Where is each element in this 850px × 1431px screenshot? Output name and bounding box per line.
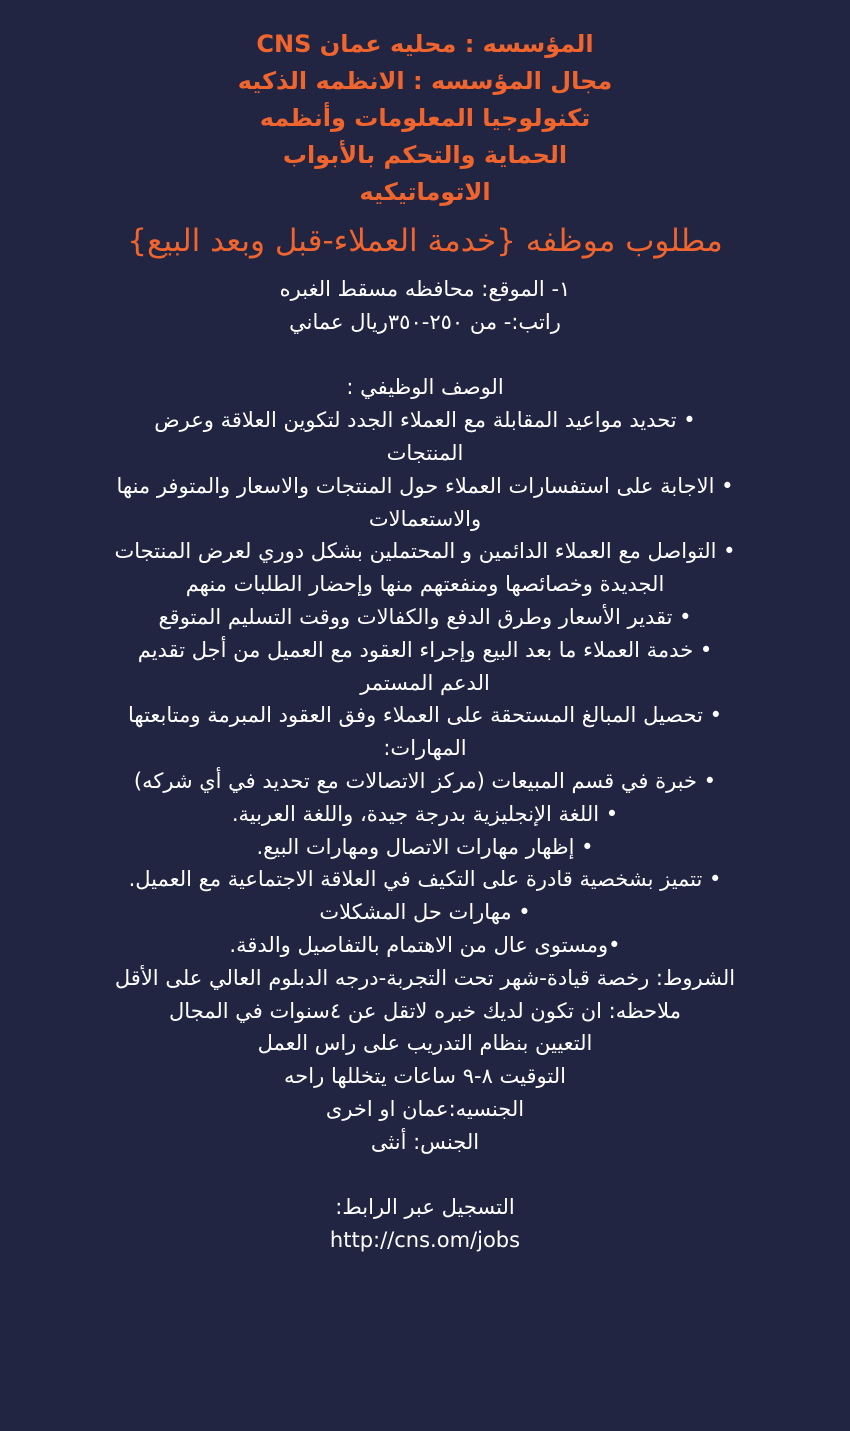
job-description-item: • خدمة العملاء ما بعد البيع وإجراء العقود مع العميل من أجل تقديم	[137, 637, 713, 662]
job-description-item: الدعم المستمر	[360, 670, 490, 695]
job-description-item: • تقدير الأسعار وطرق الدفع والكفالات ووقت التسليم المتوقع	[158, 604, 692, 629]
skills-item: • تتميز بشخصية قادرة على التكيف في العلاقة الاجتماعية مع العميل.	[128, 867, 722, 892]
posting-body	[30, 273, 820, 1257]
registration-link[interactable]: http://cns.om/jobs	[329, 1228, 521, 1253]
company-name-line: المؤسسه : محليه عمان CNS	[256, 30, 594, 58]
job-description-item: • تحديد مواعيد المقابلة مع العملاء الجدد لتكوين العلاقة وعرض	[154, 408, 696, 433]
note-line: ملاحظه: ان تكون لديك خبره لاتقل عن ٤سنوات في المجال	[169, 998, 681, 1023]
spacer	[30, 339, 820, 372]
salary-line: راتب:- من ٢٥٠-٣٥٠ريال عماني	[289, 309, 561, 334]
job-description-item: المنتجات	[386, 440, 464, 465]
skills-item: • إظهار مهارات الاتصال ومهارات البيع.	[256, 834, 594, 859]
location-line: ١- الموقع: محافظه مسقط الغبره	[279, 277, 571, 301]
job-description-item: • تحصيل المبالغ المستحقة على العملاء وفق العقود المبرمة ومتابعتها	[128, 703, 722, 728]
company-field-line-3: الحماية والتحكم بالأبواب	[282, 141, 568, 169]
skills-heading: المهارات:	[383, 736, 467, 761]
company-field-line-4: الاتوماتيكيه	[359, 178, 491, 206]
job-description-item: والاستعمالات	[368, 506, 482, 531]
job-description-item: • الاجابة على استفسارات العملاء حول المنتجات والاسعار والمتوفر منها	[116, 473, 734, 498]
gender-line: الجنس: أنثى	[370, 1129, 480, 1154]
job-description-item: الجديدة وخصائصها ومنفعتهم منها وإحضار الطلبات منهم	[185, 572, 665, 597]
skills-item: • مهارات حل المشكلات	[319, 900, 531, 925]
company-header	[30, 26, 820, 211]
training-line: التعيين بنظام التدريب على راس العمل	[257, 1031, 593, 1056]
skills-item: •ومستوى عال من الاهتمام بالتفاصيل والدقة.	[229, 932, 621, 957]
job-description-heading: الوصف الوظيفي :	[346, 375, 504, 400]
nationality-line: الجنسيه:عمان او اخرى	[325, 1096, 525, 1121]
registration-label: التسجيل عبر الرابط:	[335, 1195, 515, 1220]
company-field-line-2: تكنولوجيا المعلومات وأنظمه	[259, 104, 591, 132]
skills-item: • خبرة في قسم المبيعات (مركز الاتصالات مع تحديد في أي شركه)	[133, 768, 717, 793]
conditions-line: الشروط: رخصة قيادة-شهر تحت التجربة-درجه الدبلوم العالي على الأقل	[114, 965, 736, 990]
job-description-item: • التواصل مع العملاء الدائمين و المحتملين بشكل دوري لعرض المنتجات	[114, 539, 736, 564]
company-field-line: مجال المؤسسه : الانظمه الذكيه	[237, 67, 613, 95]
spacer	[30, 1159, 820, 1192]
hours-line: التوقيت ٨-٩ ساعات يتخللها راحه	[284, 1064, 566, 1089]
skills-item: • اللغة الإنجليزية بدرجة جيدة، واللغة العربية.	[231, 801, 619, 826]
job-title: مطلوب موظفه {خدمة العملاء-قبل وبعد البيع}	[127, 223, 723, 259]
